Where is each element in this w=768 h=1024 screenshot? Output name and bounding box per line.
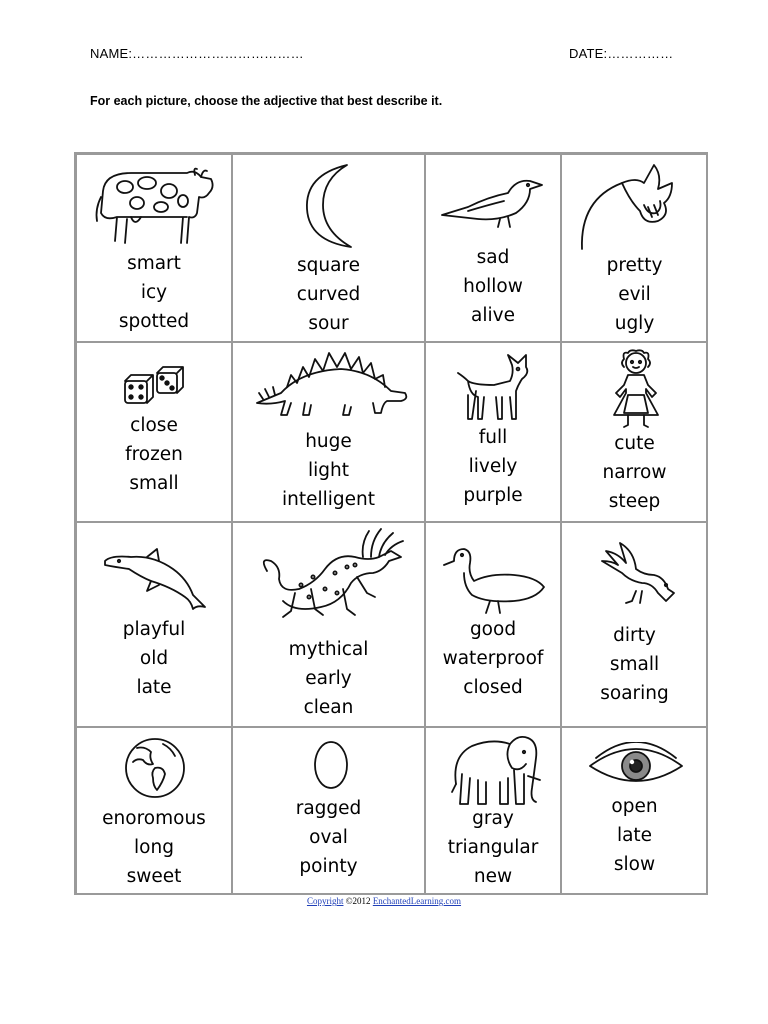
word-option: full: [478, 427, 508, 448]
word-option: frozen: [125, 444, 183, 465]
stegosaurus-icon: [251, 347, 411, 419]
word-option: close: [130, 415, 178, 436]
word-option: smart: [127, 253, 181, 274]
eye-icon: [586, 742, 686, 788]
word-option: intelligent: [281, 489, 376, 510]
site-link[interactable]: EnchantedLearning.com: [372, 896, 462, 906]
flower-icon: [574, 159, 690, 251]
word-option: lively: [468, 456, 518, 477]
word-option: dirty: [613, 625, 656, 646]
oval-egg-icon: [311, 738, 351, 792]
word-option: small: [129, 473, 179, 494]
name-field-label: NAME:…………………………………: [90, 46, 304, 61]
eagle-icon: [596, 541, 676, 613]
word-option: gray: [472, 808, 514, 829]
word-option: light: [307, 460, 349, 481]
word-option: ugly: [614, 313, 655, 334]
word-option: waterproof: [442, 648, 544, 669]
worksheet-cell-elephant: [425, 727, 561, 895]
word-option: hollow: [463, 276, 523, 297]
word-option: closed: [463, 677, 523, 698]
word-option: cute: [614, 433, 655, 454]
word-option: pretty: [606, 255, 663, 276]
word-option: steep: [608, 491, 661, 512]
word-option: narrow: [602, 462, 667, 483]
word-option: triangular: [447, 837, 539, 858]
duck-icon: [440, 543, 548, 615]
worksheet-cell-duck: [425, 522, 561, 727]
worksheet-cell-chihuahua: [425, 342, 561, 522]
worksheet-cell-doll: [561, 342, 708, 522]
dolphin-icon: [101, 547, 209, 613]
copyright-year: ©2012: [343, 896, 373, 906]
word-option: oval: [309, 827, 348, 848]
word-option: open: [611, 796, 658, 817]
worksheet-cell-moon: [232, 154, 425, 342]
word-option: enoromous: [102, 808, 206, 829]
worksheet-cell-eagle: [561, 522, 708, 727]
worksheet-cell-flower: [561, 154, 708, 342]
worksheet-cell-cow: [76, 154, 232, 342]
word-option: icy: [140, 282, 168, 303]
worksheet-cell-dragon: [232, 522, 425, 727]
word-option: slow: [613, 854, 656, 875]
word-option: soaring: [600, 683, 669, 704]
dragon-icon: [251, 527, 411, 623]
word-option: spotted: [118, 311, 190, 332]
crescent-moon-icon: [299, 161, 363, 251]
word-option: pointy: [299, 856, 358, 877]
word-option: curved: [296, 284, 361, 305]
date-field-label: DATE:……………: [569, 46, 674, 61]
word-option: evil: [618, 284, 651, 305]
word-option: ragged: [295, 798, 362, 819]
worksheet-cell-earth: [76, 727, 232, 895]
copyright-link[interactable]: Copyright: [306, 896, 344, 906]
word-option: sad: [476, 247, 510, 268]
word-option: small: [609, 654, 660, 675]
word-option: mythical: [288, 639, 369, 660]
cow-icon: [91, 161, 219, 247]
word-option: good: [469, 619, 517, 640]
word-option: old: [139, 648, 169, 669]
word-option: square: [296, 255, 361, 276]
word-option: sweet: [126, 866, 182, 887]
word-option: late: [616, 825, 653, 846]
word-option: new: [473, 866, 513, 887]
worksheet-cell-bird: [425, 154, 561, 342]
word-option: early: [305, 668, 352, 689]
word-option: sour: [308, 313, 349, 334]
word-option: late: [136, 677, 172, 698]
word-option: alive: [471, 305, 515, 326]
doll-icon: [608, 349, 664, 429]
worksheet-cell-oval: [232, 727, 425, 895]
elephant-icon: [448, 730, 542, 806]
instructions-text: For each picture, choose the adjective that best describe it.: [90, 94, 443, 108]
worksheet-grid: [74, 152, 708, 895]
worksheet-cell-dolphin: [76, 522, 232, 727]
bird-icon: [438, 167, 550, 229]
word-option: playful: [122, 619, 186, 640]
worksheet-cell-dice: [76, 342, 232, 522]
worksheet-cell-stegosaurus: [232, 342, 425, 522]
word-option: clean: [303, 697, 354, 718]
word-option: purple: [463, 485, 523, 506]
chihuahua-icon: [454, 351, 534, 423]
copyright-footer: [0, 896, 768, 906]
earth-globe-icon: [123, 736, 187, 800]
word-option: huge: [305, 431, 352, 452]
dice-icon: [121, 365, 185, 411]
word-option: long: [134, 837, 174, 858]
worksheet-cell-eye: [561, 727, 708, 895]
